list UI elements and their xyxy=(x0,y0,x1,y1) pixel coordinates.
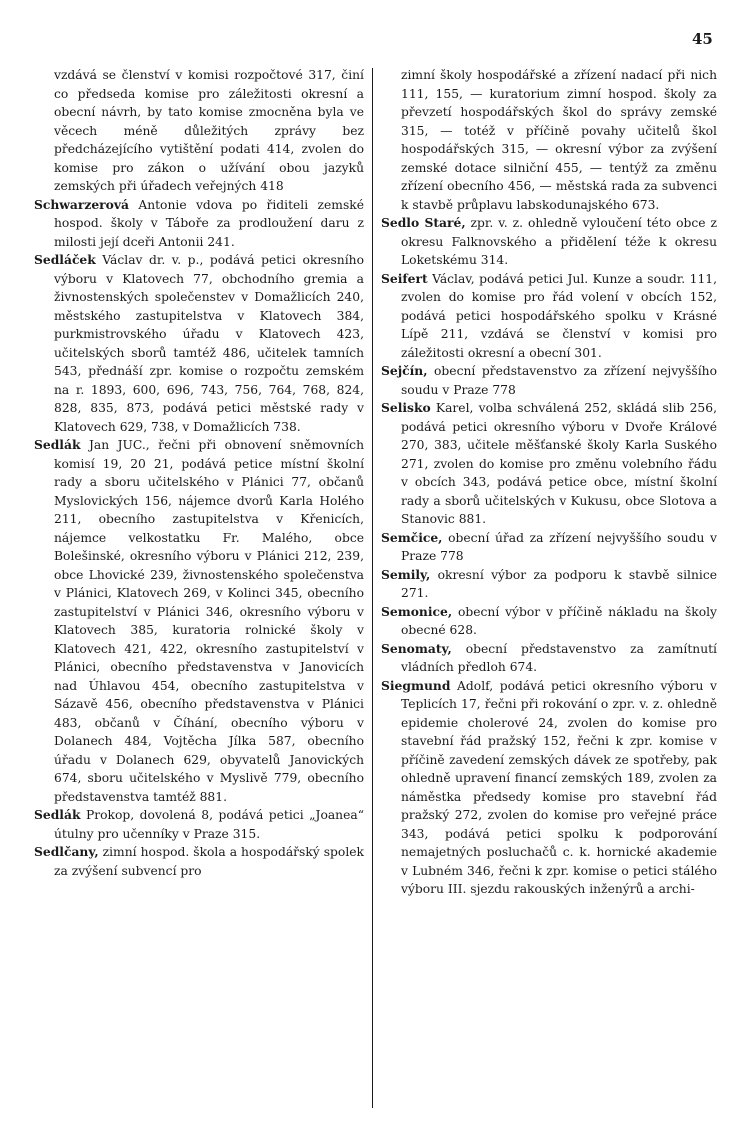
index-entry xyxy=(381,270,717,363)
index-entry xyxy=(381,362,717,399)
entry-text: okresní výbor za podporu k stavbě silnice 271. xyxy=(401,567,717,600)
index-entry xyxy=(381,677,717,899)
index-entry xyxy=(34,843,364,880)
entry-name: Selisko xyxy=(381,400,431,415)
entry-name: Sedláček xyxy=(34,252,96,267)
entry-text: obecní výbor v příčině nákladu na školy obecné 628. xyxy=(401,604,717,637)
entry-text: Antonie vdova po řiditeli zemské hospod. školy v Táboře za prodloužení daru z milosti její dceři Antonii 241. xyxy=(54,197,364,249)
entry-text: zpr. v. z. ohledně vyloučení této obce z okresu Falknovského a přidělení téže k okresu Loketskému 314. xyxy=(401,216,717,267)
entry-name: Siegmund xyxy=(381,677,451,693)
entry-text: Karel, volba schválená 252, skládá slib 256, podává petici okresního výboru v Dvoře Králové 270, 383, učitele měšťanské školy Karla Suského 271, zvolen do komise pro změnu volebního řádu v obcích 343, podává petice obce, místní školní rady a sborů učitelských v Kukusu, obce Slotova a Stanovic 881. xyxy=(401,401,717,526)
entry-text: obecní úřad za zřízení nejvyššího soudu v Praze 778 xyxy=(401,530,717,563)
entry-name: Sedlčany, xyxy=(34,844,99,859)
entry-text: zimní školy hospodářské a zřízení nadací při nich 111, 155, — kuratorium zimní hospod. školy za převzetí hospodářských škol do správy zemské 315, — totéž v příčině povahy učitelů škol hospodářských 315, — okresní výbor za zvýšení zemské dotace silniční 455, — tentýž za změnu zřízení obecního 456, — městská rada za subvenci k stavbě průplavu labskodunajského 673. xyxy=(401,68,717,212)
index-entry xyxy=(34,66,364,196)
entry-text: vzdává se členství v komisi rozpočtové 317, činí co předseda komise pro záležitosti okresní a obecní návrh, by tato komise zmocněna byla ve věcech méně důležitých zprávy bez předcházejícího vytištění podati 414, zvolen do komise pro zákon o užívání obou jazyků zemských při úřadech veřejných 418 xyxy=(54,68,364,193)
entry-text: obecní představenstvo za zamítnutí vládních předloh 674. xyxy=(401,641,717,674)
entry-name: Seifert xyxy=(381,270,428,286)
entry-text: Adolf, podává petici okresního výboru v Teplicích 17, řečni při rokování o zpr. v. z. ohledně epidemie cholerové 24, zvolen do komise pro stavební řád pražský 152, řečni k zpr. komise v příčině zavedení zemských dávek ze spotřeby, pak ohledně upravení financí zemských 189, zvolen za náměstka předsedy komise pro stavební řád pražský 272, zvolen do komise pro veřejné práce 343, podává petici spolku k podporování nemajetných posluchačů c. k. hornické akademie v Lubném 346, řečni k zpr. komise o petici stálého výboru III. sjezdu rakouských inženýrů a archi- xyxy=(401,678,717,896)
entry-text: obecní představenstvo za zřízení nejvyššího soudu v Praze 778 xyxy=(401,364,717,397)
index-entry xyxy=(34,436,364,806)
entry-text: Jan JUC., řečni při obnovení sněmovních komisí 19, 20 21, podává petice místní školní rady a sboru učitelského v Plánici 77, občanů Myslovických 156, nájemce dvorů Karla Holého 211, obecního zastupitelstva v Křenicích, nájemce velkostatku Fr. Malého, obce Bolešinské, okresního výboru v Plánici 212, 239, obce Lhovické 239, živnostenského společenstva v Plánici, Klatovech 269, v Kolinci 345, obecního zastupitelství v Plánici 346, okresního výboru v Klatovech 385, kuratoria rolnické školy v Klatovech 421, 422, okresního zastupitelství v Plánici, obecního představenstva v Janovicích nad Úhlavou 454, obecního zastupitelstva v Sázavě 456, obecního představenstva v Plánici 483, občanů v Číhání, obecního výboru v Dolanech 484, Vojtěcha Jílka 587, obecního úřadu v Dolanech 629, obyvatelů Janovických 674, sboru učitelského v Myslivě 779, obecního představenstva tamtéž 881. xyxy=(54,438,364,804)
entry-name: Sedlák xyxy=(34,807,81,822)
entry-text: Václav, podává petici Jul. Kunze a soudr. 111, zvolen do komise pro řád volení v obcích 152, podává petici hospodářského spolku v Krásné Lípě 211, vzdává se členství v komisi pro záležitosti okresní a obecní 301. xyxy=(401,271,717,360)
entry-name: Senomaty, xyxy=(381,640,452,656)
index-entry xyxy=(381,640,717,677)
index-entry xyxy=(381,603,717,640)
index-entry xyxy=(381,529,717,566)
right-column xyxy=(381,66,717,899)
index-entry xyxy=(34,196,364,252)
entry-text: zimní hospod. škola a hospodářský spolek za zvýšení subvencí pro xyxy=(54,845,364,878)
entry-name: Sedlák xyxy=(34,437,81,452)
index-entry xyxy=(381,566,717,603)
entry-name: Semčice, xyxy=(381,529,443,545)
index-entry xyxy=(381,214,717,270)
entry-name: Schwarzerová xyxy=(34,196,129,212)
index-entry xyxy=(381,66,717,214)
entry-name: Sejčín, xyxy=(381,363,428,378)
entry-text: Prokop, dovolená 8, podává petici „Joanea“ útulny pro učenníky v Praze 315. xyxy=(54,808,364,841)
entry-text: Václav dr. v. p., podává petici okresního výboru v Klatovech 77, obchodního gremia a živnostenských společenstev v Domažlicích 240, městského zastupitelstva v Klatovech 384, purkmistrovského úřadu v Klatovech 423, učitelských sborů tamtéž 486, učitelek tamních 543, přednáší zpr. komise o rozpočtu zemském na r. 1893, 600, 696, 743, 756, 764, 768, 824, 828, 835, 873, podává petici městské rady v Klatovech 629, 738, v Domažlicích 738. xyxy=(54,253,364,434)
column-divider xyxy=(372,68,373,1108)
entry-name: Sedlo Staré, xyxy=(381,215,466,230)
index-entry xyxy=(381,399,717,529)
entry-name: Semonice, xyxy=(381,603,453,619)
index-entry xyxy=(34,806,364,843)
left-column xyxy=(34,66,364,880)
entry-name: Semily, xyxy=(381,566,431,582)
page-number: 45 xyxy=(692,30,713,48)
index-entry xyxy=(34,251,364,436)
